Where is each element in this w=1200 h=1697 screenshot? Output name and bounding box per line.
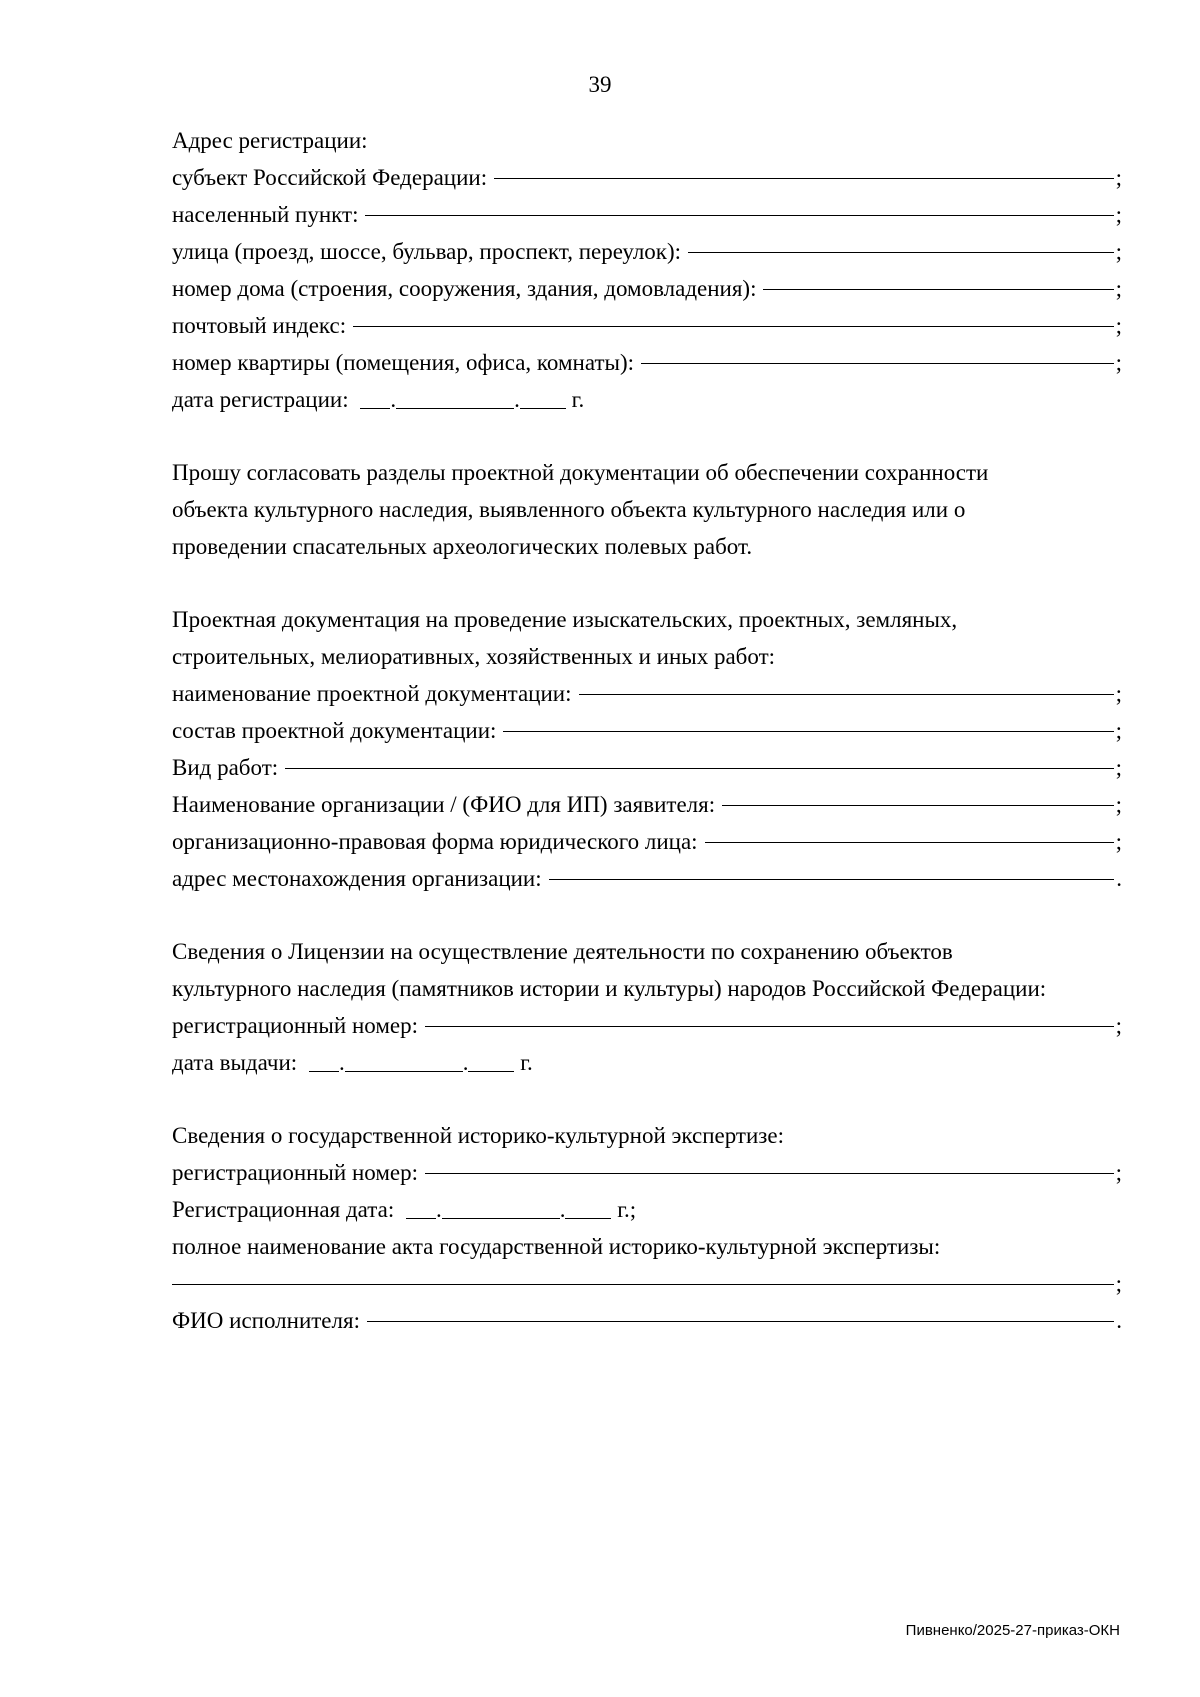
semicolon: ; <box>1115 792 1122 817</box>
month-field[interactable] <box>345 1049 463 1072</box>
dot: . <box>390 387 397 412</box>
semicolon: ; <box>1115 165 1122 190</box>
request-line: объекта культурного наследия, выявленного объекта культурного наследия или о <box>172 497 966 522</box>
expertise-number-row <box>172 1154 1122 1191</box>
apartment-field[interactable] <box>641 339 1114 364</box>
semicolon: ; <box>1115 1013 1122 1038</box>
project-name-label: наименование проектной документации: <box>172 681 572 706</box>
executor-field[interactable] <box>367 1297 1114 1322</box>
semicolon: ; <box>1115 1271 1122 1296</box>
locality-label: населенный пункт: <box>172 202 359 227</box>
year-suffix: г. <box>520 1050 533 1075</box>
org-name-field[interactable] <box>722 781 1114 806</box>
street-field[interactable] <box>688 228 1114 253</box>
request-line: проведении спасательных археологических полевых работ. <box>172 534 753 559</box>
expertise-date-label: Регистрационная дата: <box>172 1197 395 1222</box>
dot: . <box>435 1197 442 1222</box>
month-field[interactable] <box>396 386 514 409</box>
dot: . <box>338 1050 345 1075</box>
legal-form-label: организационно-правовая форма юридического лица: <box>172 829 698 854</box>
expertise-number-label: регистрационный номер: <box>172 1160 418 1185</box>
semicolon: ; <box>1115 276 1122 301</box>
semicolon: ; <box>1115 313 1122 338</box>
project-intro: Проектная документация на проведение изыскательских, проектных, земляных, <box>172 607 958 632</box>
year-field[interactable] <box>565 1196 611 1219</box>
registration-header: Адрес регистрации: <box>172 128 368 153</box>
day-field[interactable] <box>309 1049 339 1072</box>
postcode-label: почтовый индекс: <box>172 313 347 338</box>
org-name-label: Наименование организации / (ФИО для ИП) заявителя: <box>172 792 716 817</box>
dot: . <box>559 1197 566 1222</box>
street-label: улица (проезд, шоссе, бульвар, проспект, переулок): <box>172 239 682 264</box>
semicolon: ; <box>1115 350 1122 375</box>
form-body <box>172 122 1122 1339</box>
year-suffix: г.; <box>617 1197 637 1222</box>
semicolon: ; <box>1115 755 1122 780</box>
dot: . <box>462 1050 469 1075</box>
semicolon: ; <box>1115 829 1122 854</box>
executor-row <box>172 1302 1122 1339</box>
composition-label: состав проектной документации: <box>172 718 497 743</box>
license-intro: культурного наследия (памятников истории и культуры) народов Российской Федерации: <box>172 976 1047 1001</box>
expertise-number-field[interactable] <box>425 1149 1114 1174</box>
house-field[interactable] <box>763 265 1113 290</box>
dot: . <box>514 387 520 412</box>
org-address-field[interactable] <box>549 855 1115 880</box>
registration-date-row <box>172 381 1122 418</box>
semicolon: ; <box>1115 1160 1122 1185</box>
subject-field[interactable] <box>494 154 1113 179</box>
legal-form-field[interactable] <box>705 818 1114 843</box>
apartment-row <box>172 344 1122 381</box>
license-number-row <box>172 1007 1122 1044</box>
day-field[interactable] <box>406 1196 436 1219</box>
page-number: 39 <box>588 72 612 97</box>
expertise-intro: Сведения о государственной историко-культурной экспертизе: <box>172 1123 784 1148</box>
period: . <box>1116 1308 1122 1333</box>
period: . <box>1116 866 1122 891</box>
registration-date-label: дата регистрации: <box>172 387 349 412</box>
subject-label: субъект Российской Федерации: <box>172 165 488 190</box>
license-number-label: регистрационный номер: <box>172 1013 418 1038</box>
project-intro: строительных, мелиоративных, хозяйственных и иных работ: <box>172 644 776 669</box>
semicolon: ; <box>1115 202 1122 227</box>
year-suffix: г. <box>571 387 585 412</box>
act-name-label: полное наименование акта государственной историко-культурной экспертизы: <box>172 1234 941 1259</box>
work-type-field[interactable] <box>285 744 1113 769</box>
license-date-row <box>172 1044 1122 1081</box>
license-intro: Сведения о Лицензии на осуществление деятельности по сохранению объектов <box>172 939 953 964</box>
postcode-field[interactable] <box>353 302 1113 327</box>
locality-field[interactable] <box>365 191 1113 216</box>
request-line: Прошу согласовать разделы проектной документации об обеспечении сохранности <box>172 460 989 485</box>
month-field[interactable] <box>442 1196 560 1219</box>
org-address-label: адрес местонахождения организации: <box>172 866 542 891</box>
day-field[interactable] <box>360 386 390 409</box>
apartment-label: номер квартиры (помещения, офиса, комнаты): <box>172 350 634 375</box>
org-address-row <box>172 860 1122 897</box>
executor-label: ФИО исполнителя: <box>172 1308 360 1333</box>
license-date-label: дата выдачи: <box>172 1050 298 1075</box>
year-field[interactable] <box>468 1049 514 1072</box>
expertise-date-row <box>172 1191 1122 1228</box>
act-name-field[interactable] <box>172 1260 1114 1285</box>
project-name-field[interactable] <box>579 670 1114 695</box>
document-footer: Пивненко/2025-27-приказ-ОКН <box>905 1622 1120 1639</box>
license-number-field[interactable] <box>425 1002 1114 1027</box>
year-field[interactable] <box>520 386 566 409</box>
semicolon: ; <box>1115 681 1122 706</box>
composition-field[interactable] <box>503 707 1113 732</box>
work-type-label: Вид работ: <box>172 755 279 780</box>
semicolon: ; <box>1115 718 1122 743</box>
house-label: номер дома (строения, сооружения, здания, домовладения): <box>172 276 757 301</box>
semicolon: ; <box>1115 239 1122 264</box>
